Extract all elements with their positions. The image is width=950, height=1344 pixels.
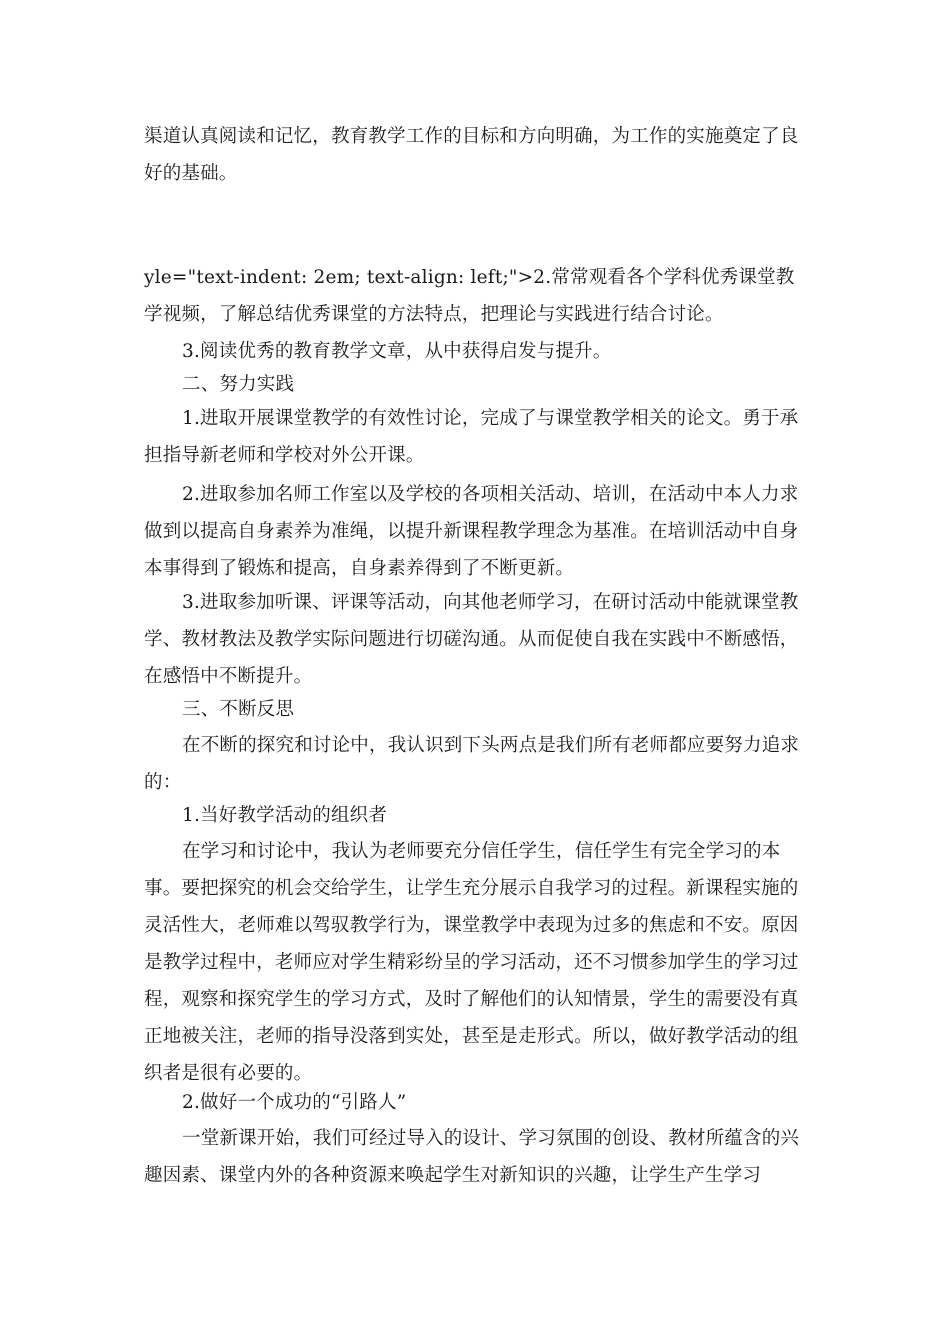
paragraph-organizer-body: 在学习和讨论中，我认为老师要充分信任学生，信任学生有完全学习的本事。要把探究的机会交给学生，让学生充分展示自我学习的过程。新课程实施的灵活性大，老师难以驾驭教学行为，课堂教学中表现为过多的焦虑和不安。原因是教学过程中，老师应对学生精彩纷呈的学习活动，还不习惯参加学生的学习过程，观察和探究学生的学习方式，及时了解他们的认知情景，学生的需要没有真正地被关注，老师的指导没落到实处，甚至是走形式。所以，做好教学活动的组织者是很有必要的。 <box>144 841 799 1084</box>
paragraph-continuation: 渠道认真阅读和记忆，教育教学工作的目标和方向明确，为工作的实施奠定了良好的基础。 <box>144 126 799 184</box>
section-heading-reflection: 三、不断反思 <box>182 699 295 720</box>
paragraph-item-3: 3.阅读优秀的教育教学文章，从中获得启发与提升。 <box>182 341 612 362</box>
paragraph-item-2: yle="text-indent: 2em; text-align: left;">2.常常观看各个学科优秀课堂教学视频，了解总结优秀课堂的方法特点，把理论与实践进行结合讨论。 <box>144 267 795 325</box>
paragraph-reflection-intro: 在不断的探究和讨论中，我认识到下头两点是我们所有老师都应要努力追求的： <box>144 735 800 793</box>
paragraph-guide-body: 一堂新课开始，我们可经过导入的设计、学习氛围的创设、教材所蕴含的兴趣因素、课堂内外的各种资源来唤起学生对新知识的兴趣，让学生产生学习 <box>144 1128 800 1186</box>
paragraph-guide-title: 2.做好一个成功的“引路人” <box>182 1092 407 1113</box>
paragraph-practice-1: 1.进取开展课堂教学的有效性讨论，完成了与课堂教学相关的论文。勇于承担指导新老师和学校对外公开课。 <box>144 408 799 466</box>
paragraph-practice-2: 2.进取参加名师工作室以及学校的各项相关活动、培训，在活动中本人力求做到以提高自身素养为准绳，以提升新课程教学理念为基准。在培训活动中自身本事得到了锻炼和提高，自身素养得到了不断更新。 <box>144 484 799 579</box>
section-heading-practice: 二、努力实践 <box>182 374 295 395</box>
paragraph-organizer-title: 1.当好教学活动的组织者 <box>182 805 388 826</box>
paragraph-practice-3: 3.进取参加听课、评课等活动，向其他老师学习，在研讨活动中能就课堂教学、教材教法及教学实际问题进行切磋沟通。从而促使自我在实践中不断感悟，在感悟中不断提升。 <box>144 592 799 687</box>
